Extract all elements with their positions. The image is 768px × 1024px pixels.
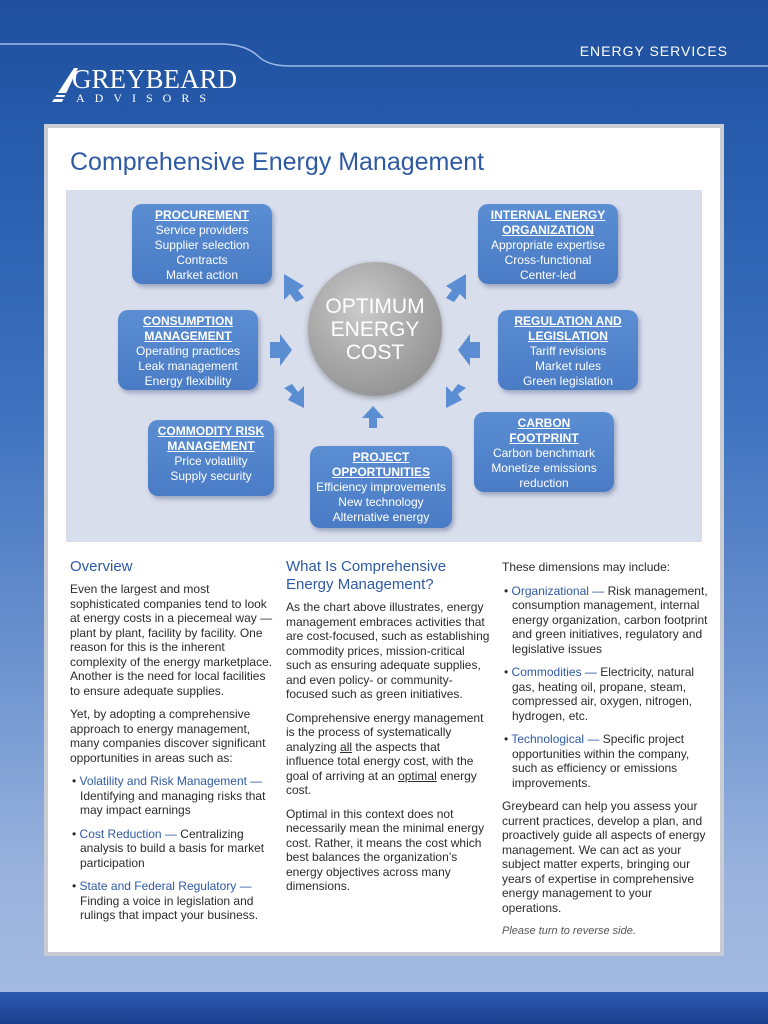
what-is-paragraph-2 xyxy=(286,711,490,798)
project-opportunities-box xyxy=(310,446,452,528)
reverse-side-note: Please turn to reverse side. xyxy=(502,925,636,937)
dimensions-intro: These dimensions may include: xyxy=(502,560,671,574)
arrow-icon xyxy=(284,274,304,302)
logo-name: GREYBEARD xyxy=(72,64,238,94)
bullet-label: Volatility and Risk Management — xyxy=(79,774,263,788)
box-item: Green legislation xyxy=(522,374,614,388)
box-title: OPPORTUNITIES xyxy=(331,465,430,479)
box-title: PROJECT xyxy=(352,450,410,464)
arrow-icon xyxy=(362,406,384,428)
box-item: Cross-functional xyxy=(504,253,592,267)
overview-bullets xyxy=(70,774,274,923)
box-item: New technology xyxy=(338,495,424,509)
box-title: INTERNAL ENERGY xyxy=(490,208,606,222)
dimensions-closing: Greybeard can help you assess your current practices, develop a plan, and proactively guide all aspects of energy management. We can act as your subject matter experts, bringing our years of expertise in comprehensive energy management to your operations. xyxy=(502,799,706,915)
procurement-box xyxy=(132,204,272,284)
bullet-label: Cost Reduction — xyxy=(79,826,177,841)
box-item: Supply security xyxy=(170,469,252,483)
carbon-footprint-box xyxy=(474,412,614,492)
bullet-text: Centralizing analysis to build a basis for market participation xyxy=(80,826,265,870)
box-title: COMMODITY RISK xyxy=(157,424,265,438)
bullet-text: Specific project opportunities within the company, such as efficiency or emissions improvements. xyxy=(512,732,690,790)
arrow-icon xyxy=(270,334,292,366)
box-item: Efficiency improvements xyxy=(316,480,446,494)
box-item: Energy flexibility xyxy=(144,374,232,388)
bottom-band xyxy=(0,992,768,1024)
bullet-label: State and Federal Regulatory — xyxy=(79,879,252,893)
page-title: Comprehensive Energy Management xyxy=(70,148,485,176)
box-item: Market rules xyxy=(534,359,602,373)
box-item: reduction xyxy=(519,476,569,490)
box-title: MANAGEMENT xyxy=(167,439,255,453)
what-is-column xyxy=(286,558,490,903)
list-item: • Volatility and Risk Management — Identifying and managing risks that may impact earnings xyxy=(72,774,266,817)
box-title: FOOTPRINT xyxy=(509,431,579,445)
box-item: Market action xyxy=(165,268,239,282)
box-item: Contracts xyxy=(176,253,228,267)
overview-heading: Overview xyxy=(70,558,133,575)
arrow-icon xyxy=(284,384,304,408)
box-item: Leak management xyxy=(138,359,238,373)
content-card xyxy=(44,124,724,956)
arrow-icon xyxy=(458,334,480,366)
text-span: energy cost. xyxy=(286,768,477,797)
box-item: Supplier selection xyxy=(154,238,250,252)
arrow-icon xyxy=(446,384,466,408)
box-title: CARBON xyxy=(517,416,571,430)
box-title: PROCUREMENT xyxy=(154,208,249,222)
bullet-text: Finding a voice in legislation and rulings that impact your business. xyxy=(80,893,259,922)
logo-sub: ADVISORS xyxy=(76,91,217,105)
greybeard-logo xyxy=(50,64,250,110)
dimensions-column xyxy=(502,560,710,948)
underlined-all: all xyxy=(340,739,353,754)
bullet-label: Commodities — xyxy=(511,665,597,679)
box-title: LEGISLATION xyxy=(528,329,608,343)
list-item: • Organizational — Risk management, consumption management, internal energy organization, carbon footprint and green initiatives, regulatory and legislative issues xyxy=(504,583,708,656)
overview-column xyxy=(70,558,274,932)
box-title: ORGANIZATION xyxy=(502,223,594,237)
list-item: • Cost Reduction — Centralizing analysis to build a basis for market participation xyxy=(72,826,265,870)
what-is-heading: What Is Comprehensive Energy Management? xyxy=(286,558,447,593)
commodity-risk-management-box xyxy=(148,420,274,496)
bullet-text: Identifying and managing risks that may impact earnings xyxy=(80,788,266,817)
energy-diagram xyxy=(66,190,702,542)
box-item: Operating practices xyxy=(135,344,241,358)
header-service-label: ENERGY SERVICES xyxy=(579,43,728,59)
box-title: MANAGEMENT xyxy=(144,329,232,343)
center-line-1: OPTIMUM xyxy=(325,294,425,318)
overview-paragraph-2: Yet, by adopting a comprehensive approach to energy management, many companies discover significant opportunities in areas such as: xyxy=(70,707,266,765)
box-item: Tariff revisions xyxy=(529,344,607,358)
box-title: REGULATION AND xyxy=(514,314,622,328)
header-curve xyxy=(0,0,768,70)
list-item: • Technological — Specific project opportunities within the company, such as efficiency or emissions improvements. xyxy=(504,732,690,790)
bullet-text: Risk management, consumption management, internal energy organization, carbon footprint and green initiatives, regulatory and legislative issues xyxy=(512,583,708,656)
bullet-text: Electricity, natural gas, heating oil, propane, steam, compressed air, oxygen, nitrogen, hydrogen, etc. xyxy=(512,665,695,723)
bullet-label: Organizational — xyxy=(511,583,605,598)
box-item: Carbon benchmark xyxy=(492,446,596,460)
box-item: Monetize emissions xyxy=(491,461,597,475)
underlined-optimal: optimal xyxy=(398,768,437,783)
what-is-paragraph-1: As the chart above illustrates, energy management embraces activities that are cost-focused, such as establishing commodity prices, mission-critical such as ensuring adequate supplies, and even policy- or community-focused such as green initiatives. xyxy=(286,600,490,701)
regulation-legislation-box xyxy=(498,310,638,390)
internal-energy-organization-box xyxy=(478,204,618,284)
what-is-paragraph-3: Optimal in this context does not necessarily mean the minimal energy cost. Rather, it means the cost which best balances the organization’s energy objectives across many dimensions. xyxy=(286,806,485,893)
center-line-2: ENERGY xyxy=(330,317,420,341)
text-span: the aspects that influence total energy cost, with the goal of arriving at an xyxy=(286,739,474,783)
box-item: Price volatility xyxy=(174,454,248,468)
box-title: CONSUMPTION xyxy=(143,314,233,328)
arrow-icon xyxy=(446,274,466,302)
box-item: Alternative energy xyxy=(332,510,430,524)
box-item: Center-led xyxy=(519,268,577,282)
list-item: • Commodities — Electricity, natural gas, heating oil, propane, steam, compressed air, oxygen, nitrogen, hydrogen, etc. xyxy=(504,665,695,723)
text-span: Comprehensive energy management is the process of systematically analyzing xyxy=(286,710,484,754)
box-item: Appropriate expertise xyxy=(490,238,606,252)
box-item: Service providers xyxy=(155,223,249,237)
list-item: • State and Federal Regulatory — Finding a voice in legislation and rulings that impact your business. xyxy=(72,879,259,922)
consumption-management-box xyxy=(118,310,258,390)
bullet-label: Technological — xyxy=(511,732,600,746)
optimum-energy-cost-circle xyxy=(308,262,442,396)
overview-paragraph-1: Even the largest and most sophisticated companies tend to look at energy costs in a piecemeal way — plant by plant, facility by facility. One reason for this is the inherent complexity of the energy marketplace. Another is the need for local facilities to ensure adequate supplies. xyxy=(70,582,273,698)
dimensions-bullets xyxy=(502,584,710,791)
center-line-3: COST xyxy=(345,340,405,364)
